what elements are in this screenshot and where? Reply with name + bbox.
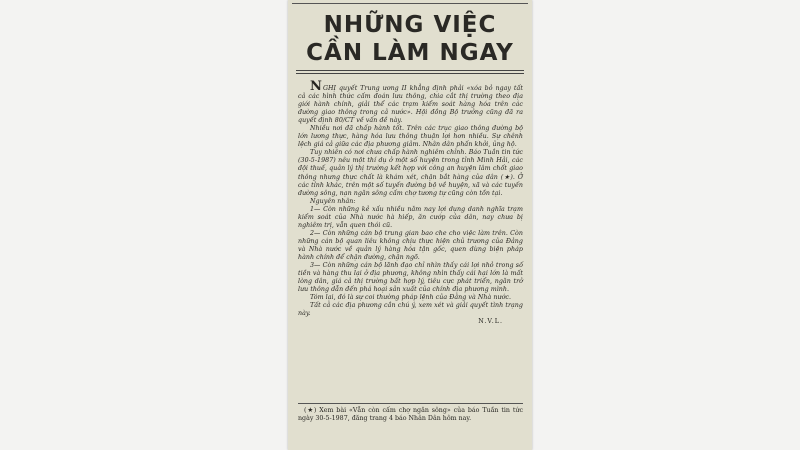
headline-rule-2 [296, 73, 524, 74]
footnote [298, 407, 523, 423]
drop-cap: N [310, 79, 322, 94]
paragraph-9: Tất cả các địa phương cần chú ý, xem xét và giải quyết tình trạng này. [298, 302, 523, 318]
paragraph-6: 2— Còn những cán bộ trung gian bao che cho việc làm trên. Còn những cán bộ quan liêu không chịu thực hiện chủ trương của Đảng và Nhà nước về quản lý hàng hóa tận gốc, quen dùng biện pháp hành chính để chặn đường, chặn ngõ. [298, 229, 523, 261]
headline-line-2: CẦN LÀM NGAY [306, 40, 514, 66]
paragraph-4: Nguyên nhân: [310, 197, 356, 205]
paragraph-1-text: GHỊ quyết Trung ương II khẳng định phải «xóa bỏ ngay tất cả các hình thức cấm đoán lưu thông, chia cắt thị trường theo địa giới hành chính, giải thể các trạm kiểm soát hàng hóa trên các đường giao thông trong cả nước». Hội đồng Bộ trưởng cũng đã ra quyết định 80/CT về vấn đề này. [298, 85, 523, 125]
paragraph-7: 3— Còn những cán bộ lãnh đạo chỉ nhìn thấy cái lợi nhỏ trong số tiền và hàng thu lại ở địa phương, không nhìn thấy cái hại lớn là mất lòng dân, giá cả thị trường bất hợp lý, tiêu cực phát triển, ngăn trở lưu thông dẫn đến phá hoại sản xuất của chính địa phương mình. [298, 262, 523, 294]
headline-rule [296, 70, 524, 71]
paragraph-2: Nhiều nơi đã chấp hành tốt. Trên các trục giao thông đường bộ lớn lương thực, hàng hóa lưu thông thuận lợi hơn nhiều. Sự chênh lệch giá cả giữa các địa phương giảm. Nhân dân phấn khởi, ủng hộ. [298, 125, 523, 149]
newspaper-clipping [288, 0, 532, 450]
paragraph-1 [298, 79, 523, 125]
paragraph-5: 1— Còn những kẻ xấu nhiều năm nay lợi dụng danh nghĩa trạm kiểm soát của Nhà nước hà hiếp, ăn cướp của dân, nay chưa bị nghiêm trị, vẫn quen thói cũ. [298, 205, 523, 229]
paragraph-3: Tuy nhiên có nơi chưa chấp hành nghiêm chỉnh. Báo Tuần tin tức (30-5-1987) nêu một thí dụ ở một số huyện trong tỉnh Minh Hải, các đội thuế, quản lý thị trường kết hợp với công an huyện lâm chốt giao thông nhưng thực chất là khám xét, chặn bắt hàng của dân (★). Ở các tỉnh khác, trên một số tuyến đường bộ về huyện, xã và các tuyến đường sông, nạn ngăn sông cấm chợ tương tự cũng còn tồn tại. [298, 149, 523, 197]
signature: N.V.L. [478, 318, 503, 326]
footnote-rule [298, 403, 523, 404]
article-body [298, 79, 523, 326]
top-rule [292, 3, 528, 4]
footnote-text: (★) Xem bài «Vẫn còn cấm chợ ngăn sông» của báo Tuần tin tức ngày 30-5-1987, đăng trang 4 báo Nhân Dân hôm nay. [298, 407, 523, 423]
headline-line-1: NHỮNG VIỆC [323, 12, 497, 38]
paragraph-8: Tóm lại, đó là sự coi thường pháp lệnh của Đảng và Nhà nước. [310, 294, 512, 302]
